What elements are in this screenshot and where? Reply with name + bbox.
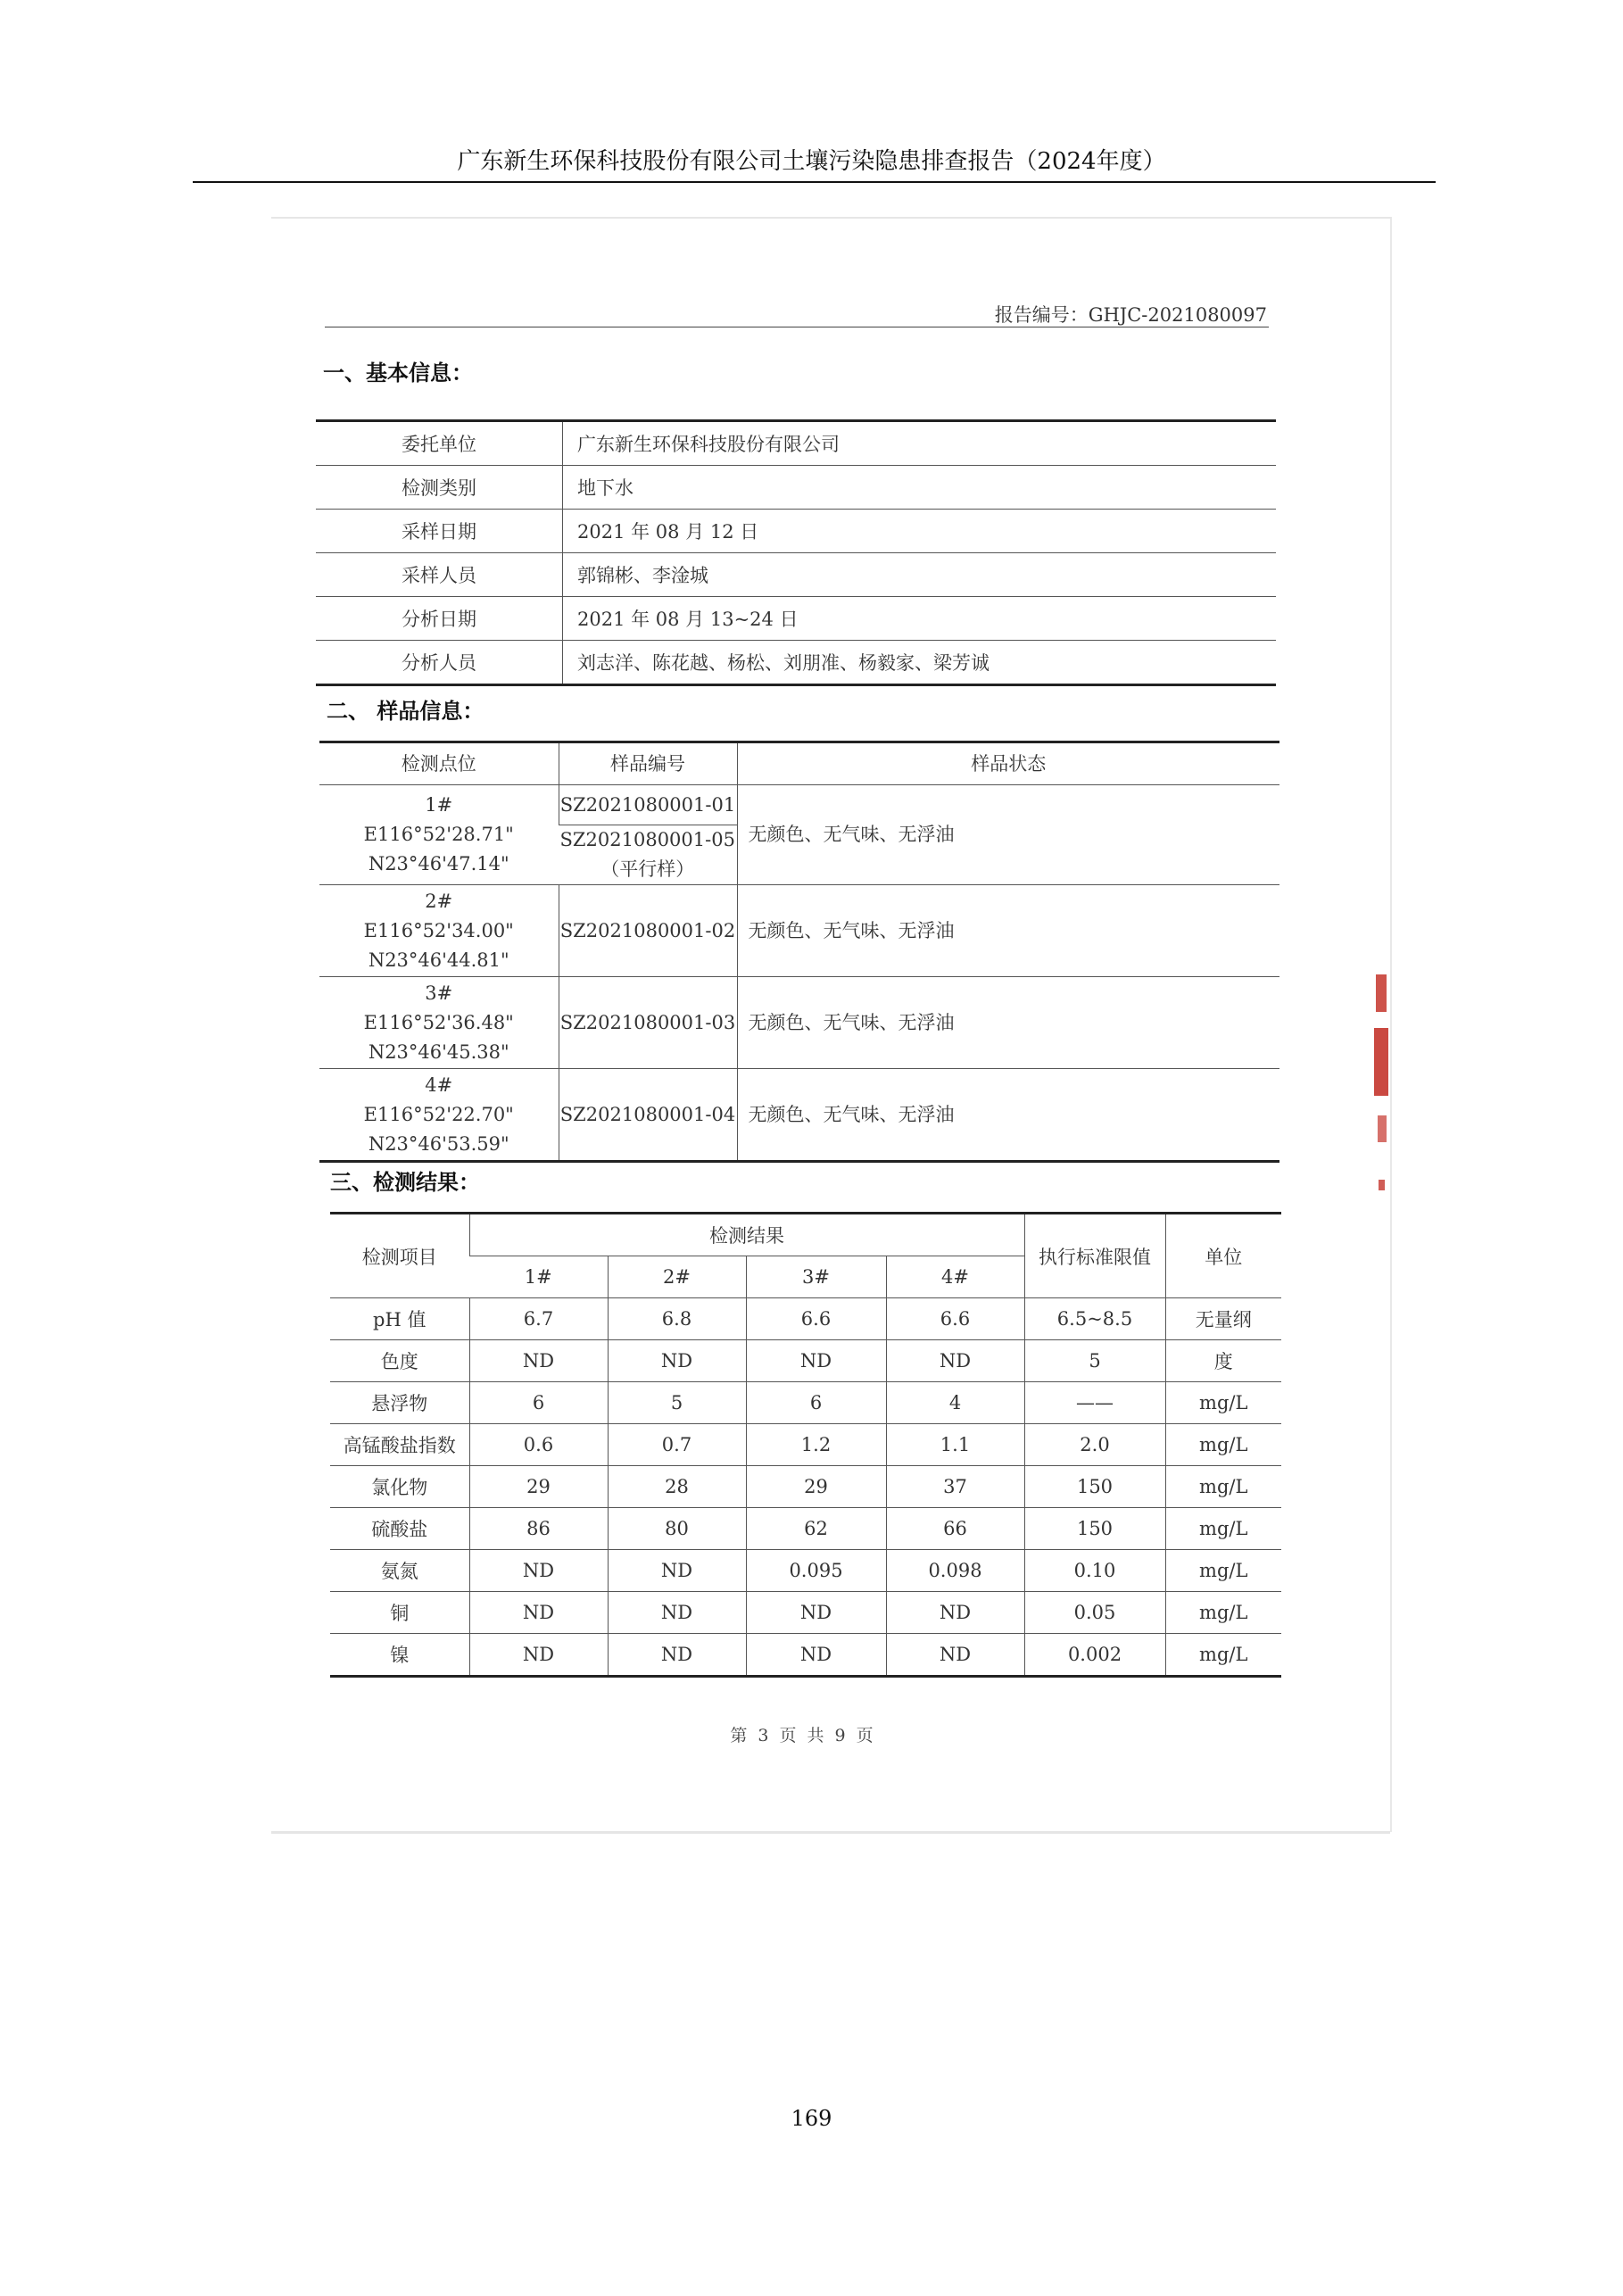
section-basic-info-title: 一、基本信息： [323,361,473,385]
results-value: 29 [469,1466,608,1508]
sample-point-name: 4# [425,1073,453,1096]
header-rule [193,181,1436,183]
results-row [330,1382,1281,1424]
scan-bottom-edge [271,1831,1390,1834]
results-item: 镍 [330,1634,469,1677]
basic-info-row [316,510,1276,553]
results-limit: 0.05 [1024,1592,1165,1634]
results-limit: 0.002 [1024,1634,1165,1677]
results-value: 5 [608,1382,746,1424]
results-value: ND [469,1592,608,1634]
basic-info-row [316,421,1276,466]
section-sample-info-title: 二、 样品信息： [327,699,484,724]
results-value: 6.7 [469,1298,608,1340]
results-value: 6 [746,1382,886,1424]
results-value: 37 [886,1466,1024,1508]
results-value: 6.8 [608,1298,746,1340]
sample-header-cell: 检测点位 [319,742,559,785]
results-row [330,1466,1281,1508]
basic-info-value: 地下水 [563,466,1277,510]
sample-code-cell [559,785,737,825]
section-results-title: 三、检测结果： [330,1170,480,1195]
results-value: 0.098 [886,1550,1024,1592]
sample-point-cell [319,785,559,885]
results-value: ND [469,1340,608,1382]
report-number: 报告编号：GHJC-2021080097 [994,304,1267,326]
results-item: 铜 [330,1592,469,1634]
sample-point-cell [319,977,559,1069]
results-unit: mg/L [1165,1508,1281,1550]
page-number: 169 [791,2106,832,2131]
results-value: 80 [608,1508,746,1550]
results-value: 28 [608,1466,746,1508]
seal-stamp-fragment [1372,973,1392,1205]
sample-state: 无颜色、无气味、无浮油 [737,885,1279,977]
sample-code: SZ2021080001-04 [559,1103,736,1125]
basic-info-value: 广东新生环保科技股份有限公司 [563,421,1277,466]
results-limit: 5 [1024,1340,1165,1382]
results-value: 1.2 [746,1424,886,1466]
sample-info-table [319,741,1279,1163]
sample-code: SZ2021080001-03 [559,1011,736,1033]
results-value: ND [608,1550,746,1592]
sample-state: 无颜色、无气味、无浮油 [737,977,1279,1069]
results-value: ND [608,1592,746,1634]
results-value: 86 [469,1508,608,1550]
sample-point-longitude: E116°52'34.00" [363,919,514,941]
results-value: ND [746,1340,886,1382]
results-item: 氨氮 [330,1550,469,1592]
results-unit: 度 [1165,1340,1281,1382]
results-item: 悬浮物 [330,1382,469,1424]
basic-info-row [316,553,1276,597]
results-header-unit: 单位 [1165,1214,1281,1298]
sample-header-cell: 样品状态 [737,742,1279,785]
sample-code-cell [559,825,737,885]
results-value: ND [746,1592,886,1634]
results-header-limit: 执行标准限值 [1024,1214,1165,1298]
basic-info-row [316,597,1276,641]
sample-row [319,785,1279,825]
sample-code-cell [559,885,737,977]
sample-code-note: （平行样） [600,858,695,880]
results-unit: mg/L [1165,1550,1281,1592]
results-value: ND [469,1634,608,1677]
basic-info-label: 检测类别 [316,466,563,510]
basic-info-value: 刘志洋、陈花越、杨松、刘朋准、杨毅家、梁芳诚 [563,641,1277,685]
basic-info-label: 采样日期 [316,510,563,553]
sample-point-name: 2# [425,890,453,912]
page-header: 广东新生环保科技股份有限公司土壤污染隐患排查报告（2024年度） [457,148,1166,175]
sample-state: 无颜色、无气味、无浮油 [737,785,1279,885]
results-value: ND [608,1634,746,1677]
results-value: 62 [746,1508,886,1550]
results-item: 氯化物 [330,1466,469,1508]
sample-point-longitude: E116°52'28.71" [363,824,514,845]
results-item: 硫酸盐 [330,1508,469,1550]
results-limit: 150 [1024,1466,1165,1508]
results-value: ND [608,1340,746,1382]
sample-point-longitude: E116°52'36.48" [363,1011,514,1033]
results-header-item: 检测项目 [330,1214,469,1298]
sample-point-latitude: N23°46'44.81" [368,949,509,971]
results-point-header: 4# [886,1256,1024,1298]
sample-code-cell [559,977,737,1069]
sample-row [319,1069,1279,1162]
results-row [330,1634,1281,1677]
sample-point-cell [319,885,559,977]
results-value: 29 [746,1466,886,1508]
results-value: ND [886,1592,1024,1634]
sample-point-latitude: N23°46'53.59" [368,1132,509,1155]
results-value: ND [886,1340,1024,1382]
results-value: ND [746,1634,886,1677]
results-table [330,1212,1281,1678]
results-limit: 0.10 [1024,1550,1165,1592]
results-row [330,1340,1281,1382]
results-value: 66 [886,1508,1024,1550]
sample-point-cell [319,1069,559,1162]
results-unit: mg/L [1165,1424,1281,1466]
results-limit: —— [1024,1382,1165,1424]
basic-info-label: 采样人员 [316,553,563,597]
results-unit: mg/L [1165,1592,1281,1634]
results-item: pH 值 [330,1298,469,1340]
sample-header-cell: 样品编号 [559,742,737,785]
results-limit: 150 [1024,1508,1165,1550]
results-value: 6.6 [886,1298,1024,1340]
results-value: 0.7 [608,1424,746,1466]
basic-info-label: 分析日期 [316,597,563,641]
results-value: 0.6 [469,1424,608,1466]
sample-point-latitude: N23°46'45.38" [368,1040,509,1063]
results-item: 高锰酸盐指数 [330,1424,469,1466]
results-header-group: 检测结果 [469,1214,1024,1256]
basic-info-label: 分析人员 [316,641,563,685]
results-point-header: 3# [746,1256,886,1298]
page-footer: 第 3 页 共 9 页 [730,1726,876,1745]
basic-info-value: 2021 年 08 月 13~24 日 [563,597,1277,641]
results-point-header: 2# [608,1256,746,1298]
results-limit: 2.0 [1024,1424,1165,1466]
sample-row [319,885,1279,977]
sample-point-name: 1# [425,794,453,816]
basic-info-value: 郭锦彬、李淦城 [563,553,1277,597]
results-row [330,1508,1281,1550]
basic-info-table [316,419,1276,686]
results-unit: mg/L [1165,1382,1281,1424]
results-item: 色度 [330,1340,469,1382]
results-value: 4 [886,1382,1024,1424]
sample-point-name: 3# [425,982,453,1004]
basic-info-value: 2021 年 08 月 12 日 [563,510,1277,553]
results-row [330,1424,1281,1466]
sample-state: 无颜色、无气味、无浮油 [737,1069,1279,1162]
results-row [330,1550,1281,1592]
results-point-header: 1# [469,1256,608,1298]
sample-row [319,977,1279,1069]
results-row [330,1592,1281,1634]
results-row [330,1298,1281,1340]
results-value: 6.6 [746,1298,886,1340]
results-unit: mg/L [1165,1466,1281,1508]
basic-info-label: 委托单位 [316,421,563,466]
sample-code: SZ2021080001-01 [559,793,736,816]
results-header-row [330,1214,1281,1256]
results-value: 1.1 [886,1424,1024,1466]
results-unit: 无量纲 [1165,1298,1281,1340]
basic-info-row [316,466,1276,510]
sample-header-row [319,742,1279,785]
basic-info-row [316,641,1276,685]
sample-code: SZ2021080001-02 [559,919,736,941]
sample-code-cell [559,1069,737,1162]
results-value: 0.095 [746,1550,886,1592]
results-unit: mg/L [1165,1634,1281,1677]
sample-code: SZ2021080001-05 [559,829,735,850]
sample-point-latitude: N23°46'47.14" [368,853,509,874]
sample-point-longitude: E116°52'22.70" [363,1103,514,1125]
results-value: ND [469,1550,608,1592]
results-value: 6 [469,1382,608,1424]
results-limit: 6.5~8.5 [1024,1298,1165,1340]
results-value: ND [886,1634,1024,1677]
